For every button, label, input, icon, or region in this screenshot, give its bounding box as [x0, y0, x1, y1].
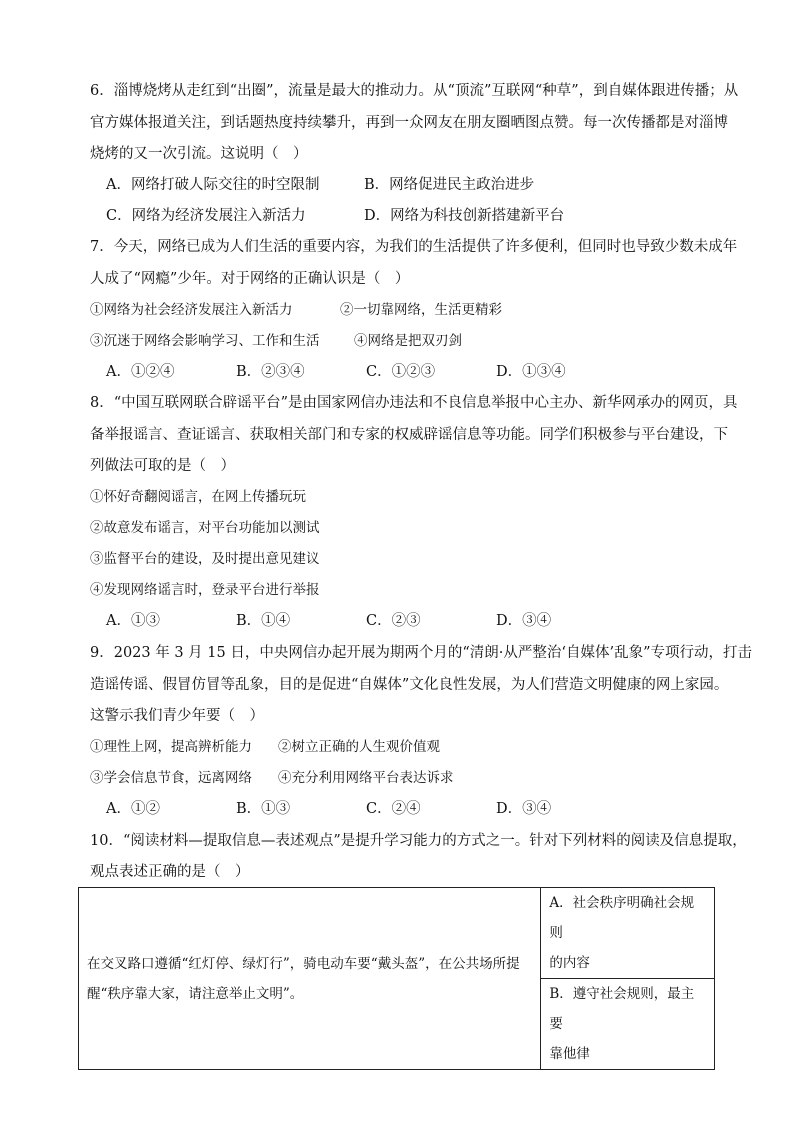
q8-options-row [106, 611, 626, 631]
q8-statement-4: ④发现网络谣言时，登录平台进行举报 [90, 582, 320, 598]
q8-statement-3: ③监督平台的建设，及时提出意见建议 [90, 551, 320, 567]
q8-option-d[interactable]: D．③④ [496, 613, 552, 629]
q10-option-a-line-2: 的内容 [549, 955, 590, 971]
q10-option-a-line-1: A．社会秩序明确社会规则 [549, 895, 695, 941]
q10-option-b-line-2: 靠他律 [549, 1046, 590, 1062]
q8-option-a[interactable]: A．①③ [106, 613, 160, 629]
q8-stem-line-2: 备举报谣言、查证谣言、获取相关部门和专家的权威辟谣信息等功能。同学们积极参与平台建设，下 [90, 427, 728, 443]
q6-options-row-2 [106, 206, 666, 226]
q9-stem-line-1: 9．2023 年 3 月 15 日，中央网信办起开展为期两个月的“清朗·从严整治‘自媒体’乱象”专项行动，打击 [90, 645, 752, 661]
q9-options-row [106, 799, 626, 819]
q9-stem-line-3: 这警示我们青少年要（ ） [90, 708, 264, 724]
q7-stem-line-2: 人成了“网瘾”少年。对于网络的正确认识是（ ） [90, 271, 410, 287]
q9-option-b[interactable]: B．①③ [236, 801, 291, 817]
q7-option-b[interactable]: B．②③④ [236, 364, 305, 380]
q9-statement-2: ②树立正确的人生观价值观 [278, 739, 440, 755]
q9-option-c[interactable]: C．②④ [366, 801, 421, 817]
q10-material-cell [79, 888, 541, 1070]
q7-statements-row-1 [90, 300, 502, 320]
q9-option-d[interactable]: D．③④ [496, 801, 552, 817]
q7-statement-2: ②一切靠网络，生活更精彩 [340, 302, 502, 318]
q6-option-a[interactable]: A．网络打破人际交往的时空限制 [106, 177, 320, 193]
q8-stem-line-3: 列做法可取的是（ ） [90, 458, 235, 474]
q10-stem-line-1: 10．“阅读材料—提取信息—表述观点”是提升学习能力的方式之一。针对下列材料的阅读及信息提取， [90, 833, 747, 849]
q8-option-c[interactable]: C．②③ [366, 613, 421, 629]
q7-statement-3: ③沉迷于网络会影响学习、工作和生活 [90, 333, 320, 349]
q10-material-line-1: 在交叉路口遵循“红灯停、绿灯行”，骑电动车要“戴头盔”，在公共场所提 [87, 955, 520, 972]
q9-option-a[interactable]: A．①② [106, 801, 160, 817]
q9-statement-4: ④充分利用网络平台表达诉求 [278, 770, 454, 786]
q9-statements-row-1 [90, 737, 440, 757]
q6-option-b[interactable]: B．网络促进民主政治进步 [364, 177, 535, 193]
q6-stem-line-2: 官方媒体报道关注，到话题热度持续攀升，再到一众网友在朋友圈晒图点赞。每一次传播都是对淄博 [90, 115, 728, 131]
q9-statement-1: ①理性上网，提高辨析能力 [90, 739, 252, 755]
q8-statement-1: ①怀好奇翻阅谣言，在网上传播玩玩 [90, 489, 306, 505]
q6-stem-line-1: 6．淄博烧烤从走红到“出圈”，流量是最大的推动力。从“顶流”互联网“种草”，到自媒体跟进传播；从 [90, 83, 739, 99]
q7-option-a[interactable]: A．①②④ [106, 364, 175, 380]
q10-stem-line-2: 观点表述正确的是（ ） [90, 864, 250, 880]
q8-option-b[interactable]: B．①④ [236, 613, 291, 629]
q10-material-table [78, 887, 715, 1070]
q7-statement-1: ①网络为社会经济发展注入新活力 [90, 302, 293, 318]
q6-options-row-1 [106, 175, 666, 195]
q6-option-d[interactable]: D．网络为科技创新搭建新平台 [364, 208, 565, 224]
q8-stem-line-1: 8．“中国互联网联合辟谣平台”是由国家网信办违法和不良信息举报中心主办、新华网承办的网页，具 [90, 395, 738, 411]
q6-stem-line-3: 烧烤的又一次引流。这说明（ ） [90, 146, 308, 162]
q10-material-line-2: 醒“秩序靠大家，请注意举止文明”。 [87, 985, 304, 1002]
q6-option-c[interactable]: C．网络为经济发展注入新活力 [106, 208, 306, 224]
q7-stem-line-1: 7．今天，网络已成为人们生活的重要内容，为我们的生活提供了许多便利，但同时也导致少数未成年 [90, 239, 738, 255]
q9-stem-line-2: 造谣传谣、假冒仿冒等乱象，目的是促进“自媒体”文化良性发展，为人们营造文明健康的网上家园。 [90, 677, 729, 693]
q9-statement-3: ③学会信息节食，远离网络 [90, 770, 252, 786]
q7-options-row [106, 362, 626, 382]
q7-statements-row-2 [90, 331, 462, 351]
q8-statement-2: ②故意发布谣言，对平台功能加以测试 [90, 520, 320, 536]
q10-option-b-line-1: B．遵守社会规则，最主要 [549, 986, 695, 1032]
q7-statement-4: ④网络是把双刃剑 [354, 333, 462, 349]
q9-statements-row-2 [90, 768, 454, 788]
q10-option-b-cell[interactable] [541, 979, 715, 1070]
q10-option-a-cell[interactable] [541, 888, 715, 979]
q7-option-d[interactable]: D．①③④ [496, 364, 566, 380]
q7-option-c[interactable]: C．①②③ [366, 364, 436, 380]
